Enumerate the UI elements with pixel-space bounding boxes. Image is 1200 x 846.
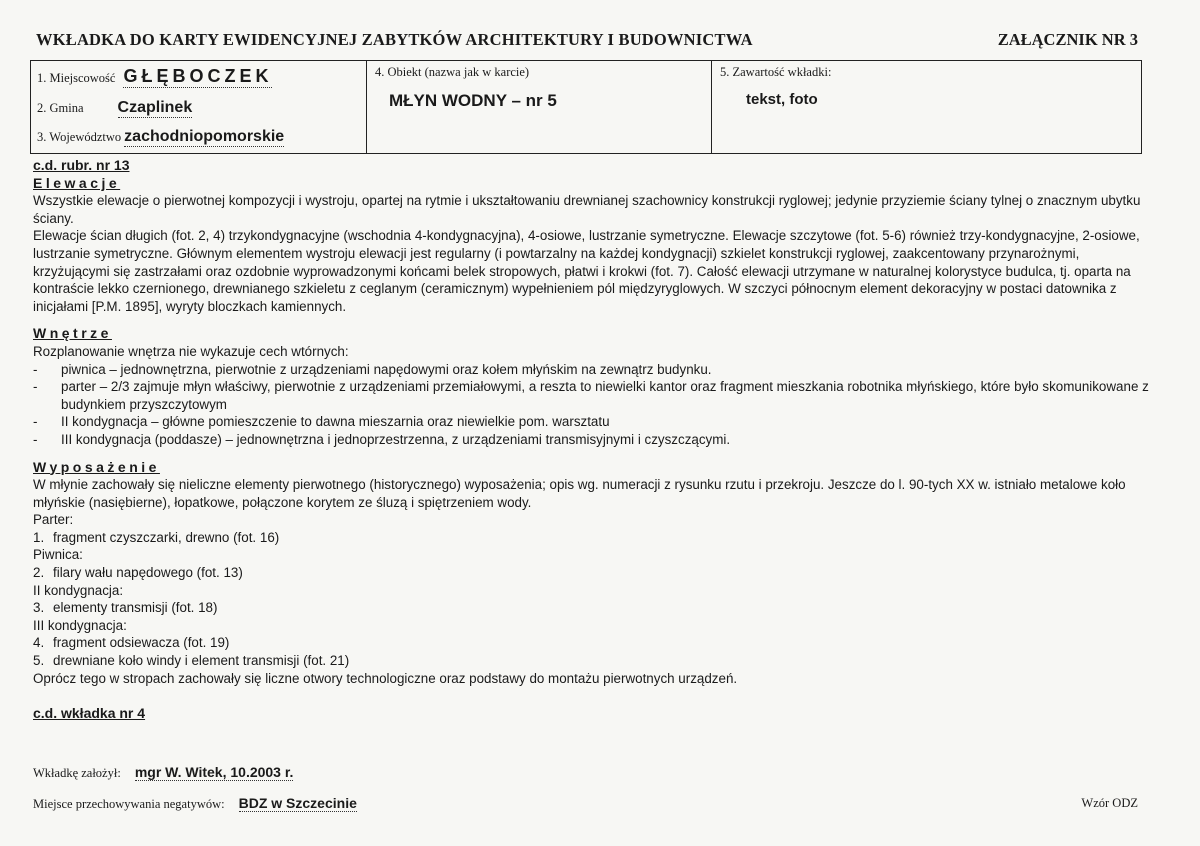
list-item: - piwnica – jednownętrzna, pierwotnie z urządzeniami napędowymi oraz kołem młyńskim na zewnątrz budynku. <box>33 361 712 377</box>
elewacje-paragraph-2: Elewacje ścian długich (fot. 2, 4) trzykondygnacyjne (wschodnia 4-kondygnacyjna), 4-osiowe, lustrzanie symetryczne. Elewacje szczytowe (fot. 5-6) również trzy-kondygnacyjne, 2-osiowe, lustrzanie symetryczne. Głównym elementem wystroju elewacji jest regularny (i powtarzalny na każdej kondygnacji) szkielet konstrukcji ryglowej, zaakcentowany przynarożnymi, krzyżującymi się zastrzałami oraz ozdobnie wyprowadzonymi końcami belek stropowych, płatwi i krokwi (fot. 7). Całość elewacji utrzymane w naturalnej kolorystyce budulca, tj. oparta na kontraście lekko czernionego, drewnianego szkieletu z ceglanym (ceramicznym) wypełnieniem pól międzyryglowych. W szczyci północnym element dekoracyjny w postaci datownika z inicjałami [P.M. 1895], wyryty bloczkach kamiennych. <box>33 228 1140 314</box>
list-item: 1. fragment czyszczarki, drewno (fot. 16) <box>33 529 280 545</box>
annex-number: ZAŁĄCZNIK NR 3 <box>997 30 1138 49</box>
wyposazenie-heading: Wyposażenie <box>33 458 160 475</box>
continued-note: c.d. wkładka nr 4 <box>33 705 146 722</box>
list-item-text: piwnica – jednownętrzna, pierwotnie z urządzeniami napędowymi oraz kołem młyńskim na zewnątrz budynku. <box>61 361 712 377</box>
storage-value: BDZ w Szczecinie <box>238 795 357 811</box>
object-label: 4. Obiekt (nazwa jak w karcie) <box>375 65 530 79</box>
content-value: tekst, foto <box>746 91 818 108</box>
kondygnacja-2-label: II kondygnacja: <box>33 582 124 598</box>
list-item-text: fragment odsiewacza (fot. 19) <box>53 635 230 651</box>
document-body <box>33 157 1153 723</box>
gmina-label: 2. Gmina <box>37 101 84 115</box>
list-item-text: parter – 2/3 zajmuje młyn właściwy, pierwotnie z urządzeniami przemiałowymi, a reszta to niewielki kantor oraz fragment mieszkania robotnika młyńskiego, które było skomunikowane z budynkiem przyszczytowym <box>61 379 1149 412</box>
list-item: 5. drewniane koło windy i element transmisji (fot. 21) <box>33 653 350 669</box>
object-name: MŁYN WODNY – nr 5 <box>389 91 557 110</box>
parter-label: Parter: <box>33 512 74 528</box>
wnetrze-heading: Wnętrze <box>33 325 112 342</box>
storage-label: Miejsce przechowywania negatywów: <box>33 797 225 811</box>
author-label: Wkładkę założył: <box>33 766 121 780</box>
list-item-text: II kondygnacja – główne pomieszczenie to dawna mieszarnia oraz niewielkie pom. warsztatu <box>61 414 610 430</box>
document-title: WKŁADKA DO KARTY EWIDENCYJNEJ ZABYTKÓW ARCHITEKTURY I BUDOWNICTWA <box>36 30 753 49</box>
info-table <box>30 60 1142 154</box>
list-item-text: filary wału napędowego (fot. 13) <box>53 565 243 581</box>
list-item-text: drewniane koło windy i element transmisji (fot. 21) <box>53 653 350 669</box>
rubric-heading: c.d. rubr. nr 13 <box>33 157 130 173</box>
woj-row <box>37 128 284 147</box>
piwnica-label: Piwnica: <box>33 547 83 563</box>
woj-value: zachodniopomorskie <box>124 128 285 145</box>
list-item: - III kondygnacja (poddasze) – jednownętrzna i jednoprzestrzenna, z urządzeniami transmisyjnymi i czyszczącymi. <box>33 431 731 447</box>
list-item-text: III kondygnacja (poddasze) – jednownętrzna i jednoprzestrzenna, z urządzeniami transmisyjnymi i czyszczącymi. <box>61 431 731 447</box>
list-item: 2. filary wału napędowego (fot. 13) <box>33 565 243 581</box>
template-label: Wzór ODZ <box>1081 796 1138 810</box>
kondygnacja-3-label: III kondygnacja: <box>33 617 127 633</box>
content-label: 5. Zawartość wkładki: <box>720 65 832 79</box>
elewacje-paragraph-1: Wszystkie elewacje o pierwotnej kompozycji i wystroju, opartej na rytmie i ukształtowaniu drewnianej szachownicy konstrukcji ryglowej; jedynie przyziemie ściany tylnej o znacznym ubytku ściany. <box>33 193 1141 226</box>
place-row <box>37 67 272 88</box>
wyposazenie-paragraph: W młynie zachowały się nieliczne elementy pierwotnego (historycznego) wyposażenia; opis wg. numeracji z rysunku rzutu i przekroju. Jeszcze do l. 90-tych XX w. istniało metalowe koło młyńskie (nasiębierne), łopatkowe, połączone korytem ze śluzą i spiętrzeniem wody. <box>33 477 1126 510</box>
list-item-text: elementy transmisji (fot. 18) <box>53 600 218 616</box>
list-item: - parter – 2/3 zajmuje młyn właściwy, pierwotnie z urządzeniami przemiałowymi, a reszta to niewielki kantor oraz fragment mieszkania robotnika młyńskiego, które było skomunikowane z budynkiem przyszczytowym <box>33 378 1153 413</box>
list-item: - II kondygnacja – główne pomieszczenie to dawna mieszarnia oraz niewielkie pom. warsztatu <box>33 414 610 430</box>
woj-label: 3. Województwo <box>37 130 122 144</box>
storage-row <box>33 796 357 812</box>
place-value: GŁĘBOCZEK <box>123 66 273 86</box>
place-label: 1. Miejscowość <box>37 71 116 85</box>
object-cell <box>367 61 712 153</box>
author-row <box>33 765 293 781</box>
list-item: 4. fragment odsiewacza (fot. 19) <box>33 635 230 651</box>
gmina-row <box>37 99 192 118</box>
list-item-text: fragment czyszczarki, drewno (fot. 16) <box>53 529 280 545</box>
location-cell <box>31 61 367 153</box>
list-item: 3. elementy transmisji (fot. 18) <box>33 600 218 616</box>
elewacje-heading: Elewacje <box>33 174 121 191</box>
closing-paragraph: Oprócz tego w stropach zachowały się liczne otwory technologiczne oraz podstawy do montażu pierwotnych urządzeń. <box>33 670 738 686</box>
gmina-value: Czaplinek <box>117 99 193 116</box>
author-value: mgr W. Witek, 10.2003 r. <box>134 764 294 780</box>
wnetrze-intro: Rozplanowanie wnętrza nie wykazuje cech wtórnych: <box>33 343 349 359</box>
content-cell <box>712 61 1141 153</box>
